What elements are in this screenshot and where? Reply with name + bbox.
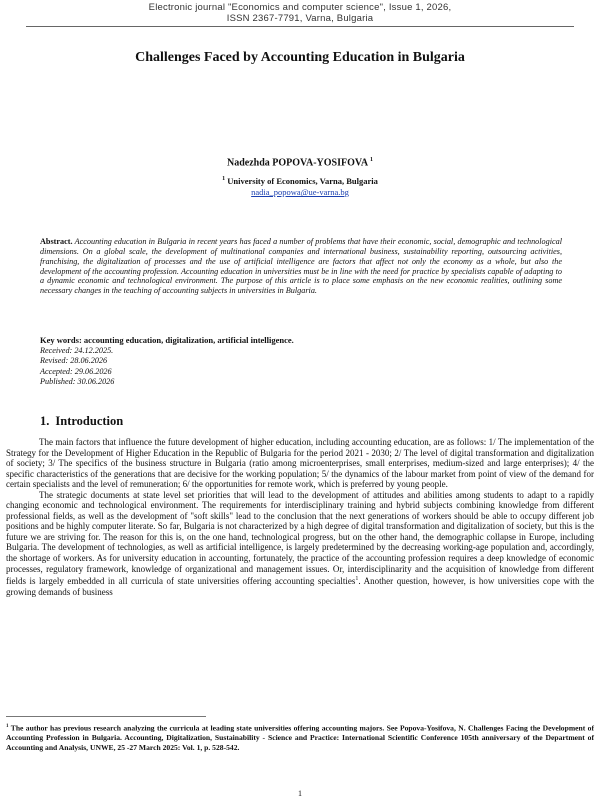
- author-email-link[interactable]: nadia_popowa@ue-varna.bg: [251, 187, 349, 198]
- journal-header-line-1: Electronic journal "Economics and computer science", Issue 1, 2026,: [148, 2, 452, 13]
- keywords-label: Key words:: [40, 335, 82, 345]
- paragraph-2: [6, 490, 594, 597]
- section-title: Introduction: [55, 414, 124, 428]
- date-revised: Revised: 28.06.2026: [40, 356, 108, 366]
- affiliation-text: University of Economics, Varna, Bulgaria: [227, 176, 378, 187]
- section-number: 1.: [40, 414, 50, 428]
- paragraph-2-text-b: . Another question, however, is how universities cope with the growing demands of business: [6, 576, 594, 597]
- footnote-text: The author has previous research analyzing the curricula at leading state universities offering accounting majors. See Popova-Yosifova, N. Challenges Facing the Development of Accounting Profession in Bulgaria. Accounting, Digitalization, Sustainability - Science and Practice: International Scientific Conference 105th anniversary of the Department of Accounting and Analysis, UNWE, 25 -27 March 2025: Vol. 1, p. 528-542.: [6, 723, 594, 752]
- section-heading: [40, 414, 123, 429]
- footnote-divider: [6, 716, 206, 717]
- journal-header: [0, 2, 600, 24]
- footnote-marker: 1: [6, 724, 9, 729]
- paper-title: Challenges Faced by Accounting Education in Bulgaria: [135, 50, 465, 65]
- keywords-text: accounting education, digitalization, artificial intelligence.: [83, 335, 294, 345]
- abstract-label: Abstract.: [40, 237, 73, 246]
- journal-header-line-2: ISSN 2367-7791, Varna, Bulgaria: [226, 13, 374, 24]
- keywords: [40, 335, 562, 345]
- paragraph-2-text-a: The strategic documents at state level set priorities that will lead to the development of attitudes and abilities among students to adapt to a rapidly changing economic and technological environment. The requirements for interdisciplinary training and hybrid subjects combining knowledge from different professional fields, as well as the development of "soft skills" lead to the conclusion that the next generations of workers should be able to occupy different job positions and be highly computer literate. So far, Bulgaria is not characterized by a high degree of digital transformation and digitalization of society, but this is the future we are striving for. The reason for this is, on the one hand, technological progress, but on the other hand, the demographic collapse in Europe, including Bulgaria. The development of technologies, as well as artificial intelligence, is largely predetermined by the decreasing working-age population and, accordingly, the shortage of workers. As for university education in accounting, fortunately, the practice of the accounting profession requires a deep knowledge of economic processes, regulatory framework, knowledge of organizational and management issues. Or, interdisciplinarity and the acquisition of knowledge from different fields is largely embedded in all curricula of state universities offering accounting specialties: [6, 489, 594, 587]
- author-affiliation-marker: 1: [369, 157, 373, 163]
- body-text: [6, 437, 594, 597]
- page-number: 1: [298, 789, 302, 798]
- date-received: Received: 24.12.2025.: [40, 346, 114, 355]
- abstract-text: Accounting education in Bulgaria in recent years has faced a number of problems that have their economic, social, demographic and technological dimensions. On a global scale, the development of multinational companies and international business, sustainability reporting, outsourcing activities, franchising, the digitalization of processes and the use of artificial intelligence are factors that affect not only the economy as a whole, but also the development of the accounting profession. Accounting education in universities must be in line with the need for practice by specialists capable of adapting to a dynamic economic and technological environment. The purpose of this article is to place some emphasis on the new economic realities, outlining some necessary changes in the teaching of accounting subjects in universities in Bulgaria.: [40, 237, 562, 296]
- article-dates: [40, 346, 340, 387]
- affiliation-marker: 1: [222, 176, 226, 183]
- footnote-reference[interactable]: 1: [355, 576, 359, 583]
- abstract: [40, 237, 562, 296]
- date-accepted: Accepted: 29.06.2026: [40, 366, 112, 376]
- author-line: [0, 154, 600, 169]
- author-name: Nadezhda POPOVA-YOSIFOVA: [227, 157, 368, 169]
- author-block: [0, 154, 600, 198]
- date-published: Published: 30.06.2026: [40, 376, 115, 386]
- paragraph-1: The main factors that influence the future development of higher education, including accounting education, are as follows: 1/ The implementation of the Strategy for the Development of Higher Education in the Republic of Bulgaria for the period 2021 - 2030; 2/ The level of digital transformation and digitalization of society; 3/ The specifics of the business structure in Bulgaria (ratio among microenterprises, small enterprises, medium-sized and large enterprises); 4/ the specific characteristics of the generations that are decisive for the working population; 5/ the dynamics of the labour market from point of view of the demand for certain specialists and the level of remuneration; 6/ the opportunities for remote work, which is preferred by young people.: [6, 437, 594, 490]
- affiliation-line: [0, 174, 600, 187]
- header-divider: [26, 26, 574, 27]
- footnote: [6, 722, 594, 752]
